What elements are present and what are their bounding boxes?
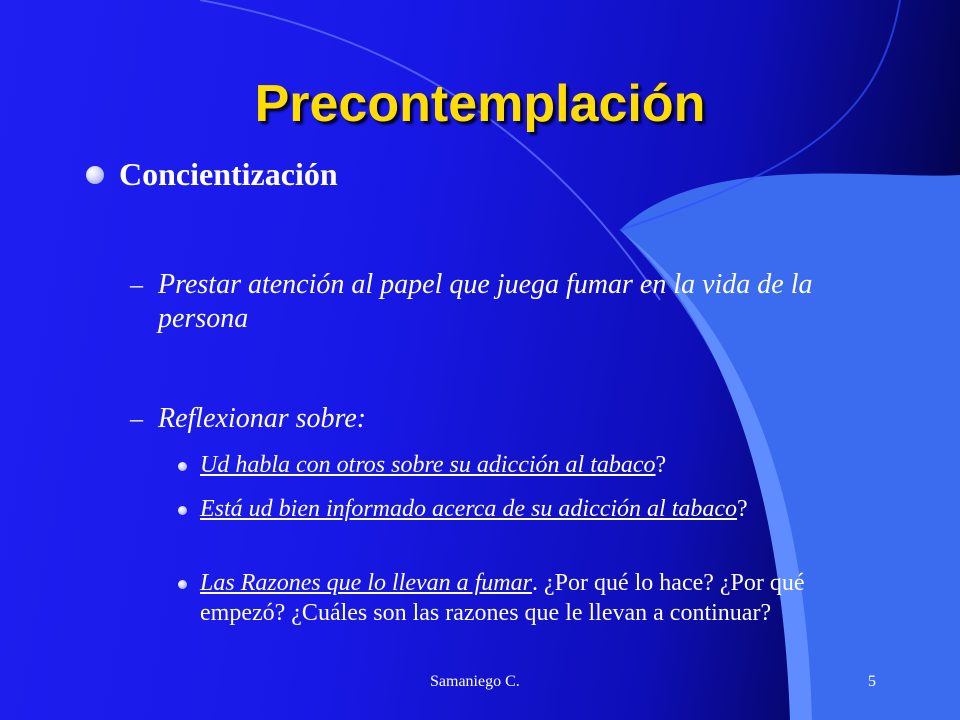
list-item-underlined-text: Ud habla con otros sobre su adicción al tabaco [200,452,656,478]
bullet-dot-icon [178,580,187,589]
list-item-rest-text: ? [737,496,748,522]
sub-bullet-text: Prestar atención al papel que juega fumar en la vida de la persona [158,269,813,334]
list-item-bien-informado [175,494,855,556]
bullet-dot-icon [178,506,187,515]
list-item-habla-con-otros [175,450,855,482]
list-item-text [200,494,840,524]
bullet-dot-icon [86,166,104,184]
swoosh-highlight-lines [200,0,660,300]
dash-bullet-icon: – [130,270,143,299]
bullet-heading: Concientización [119,156,338,192]
sub-bullet-prestar-atencion [130,268,890,338]
list-item-text [200,568,840,628]
footer-author: Samaniego C. [430,673,520,690]
bullet-dot-icon [178,462,187,471]
list-item-rest-text: . ¿Por qué lo hace? ¿Por qué empezó? ¿Cuáles son las razones que le llevan a continuar? [200,570,805,626]
list-item-underlined-text: Las Razones que lo llevan a fumar [200,570,532,596]
list-item-underlined-text: Está ud bien informado acerca de su adicción al tabaco [200,496,738,522]
slide-number: 5 [868,673,876,690]
sub-bullet-text: Reflexionar sobre: [158,403,367,434]
sub-bullet-reflexionar [130,402,890,438]
list-item-rest-text: ? [655,452,667,478]
slide-title: Precontemplación [254,75,706,133]
dash-bullet-icon: – [130,404,143,433]
list-item-razones [175,568,855,664]
list-item-text [200,450,840,480]
